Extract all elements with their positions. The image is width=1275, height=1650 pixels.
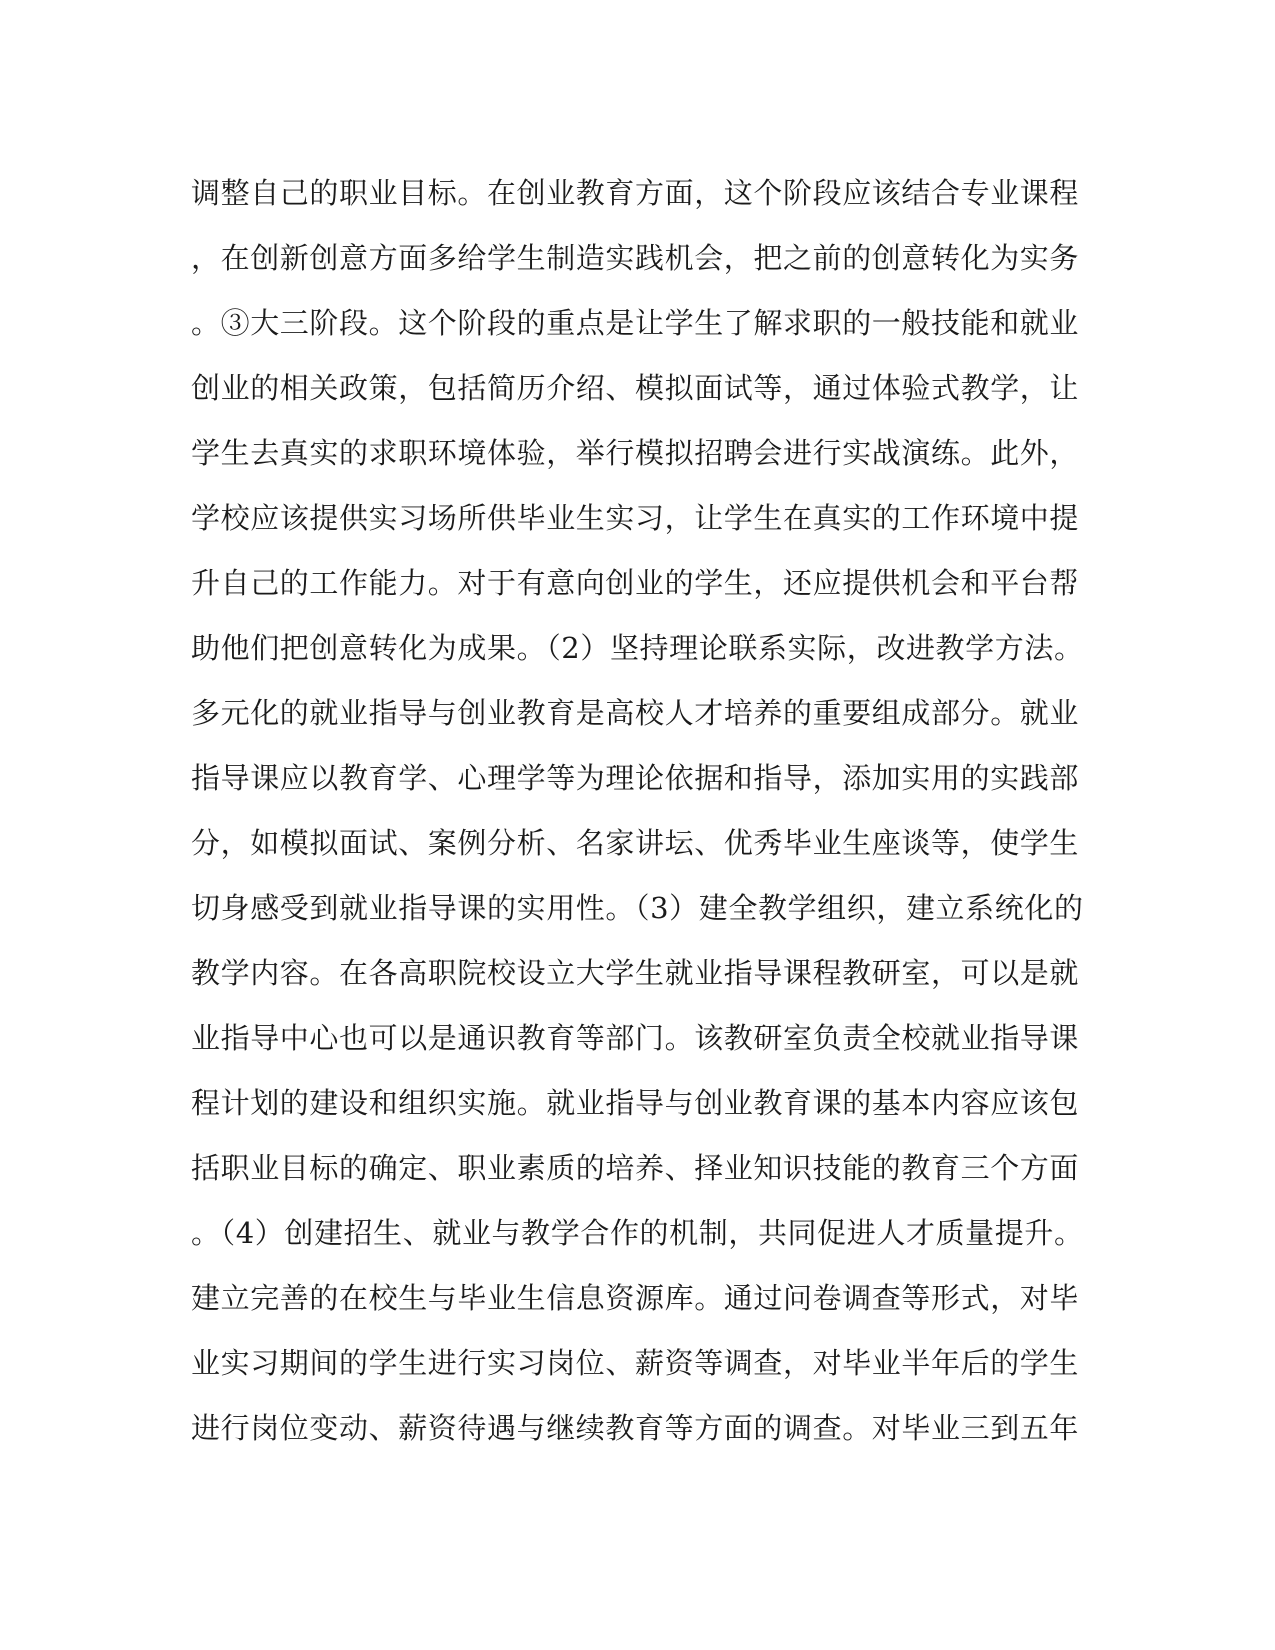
text-line: 学生去真实的求职环境体验，举行模拟招聘会进行实战演练。此外， [191,436,1080,470]
text-line: 程计划的建设和组织实施。就业指导与创业教育课的基本内容应该包 [191,1086,1080,1120]
text-line: 。（4）创建招生、就业与教学合作的机制，共同促进人才质量提升。 [191,1216,1084,1250]
text-line: 助他们把创意转化为成果。（2）坚持理论联系实际，改进教学方法。 [191,631,1084,665]
text-line: 学校应该提供实习场所供毕业生实习，让学生在真实的工作环境中提 [191,501,1080,535]
text-line: 业指导中心也可以是通识教育等部门。该教研室负责全校就业指导课 [191,1021,1080,1055]
text-line: 建立完善的在校生与毕业生信息资源库。通过问卷调查等形式，对毕 [191,1281,1080,1315]
text-line: 多元化的就业指导与创业教育是高校人才培养的重要组成部分。就业 [191,696,1080,730]
text-line: 进行岗位变动、薪资待遇与继续教育等方面的调查。对毕业三到五年 [191,1411,1080,1445]
text-line: 升自己的工作能力。对于有意向创业的学生，还应提供机会和平台帮 [191,566,1080,600]
text-line: 教学内容。在各高职院校设立大学生就业指导课程教研室，可以是就 [191,956,1080,990]
text-line: 业实习期间的学生进行实习岗位、薪资等调查，对毕业半年后的学生 [191,1346,1080,1380]
text-line: 分，如模拟面试、案例分析、名家讲坛、优秀毕业生座谈等，使学生 [191,826,1080,860]
text-line: 创业的相关政策，包括简历介绍、模拟面试等，通过体验式教学，让 [191,371,1080,405]
text-line: 括职业目标的确定、职业素质的培养、择业知识技能的教育三个方面 [191,1151,1080,1185]
text-line: 。③大三阶段。这个阶段的重点是让学生了解求职的一般技能和就业 [191,306,1080,340]
text-line: 指导课应以教育学、心理学等为理论依据和指导，添加实用的实践部 [191,761,1080,795]
text-line: 调整自己的职业目标。在创业教育方面，这个阶段应该结合专业课程 [191,176,1080,210]
body-text [191,161,1091,1461]
text-line: 切身感受到就业指导课的实用性。（3）建全教学组织，建立系统化的 [191,891,1084,925]
text-line: ，在创新创意方面多给学生制造实践机会，把之前的创意转化为实务 [191,241,1080,275]
